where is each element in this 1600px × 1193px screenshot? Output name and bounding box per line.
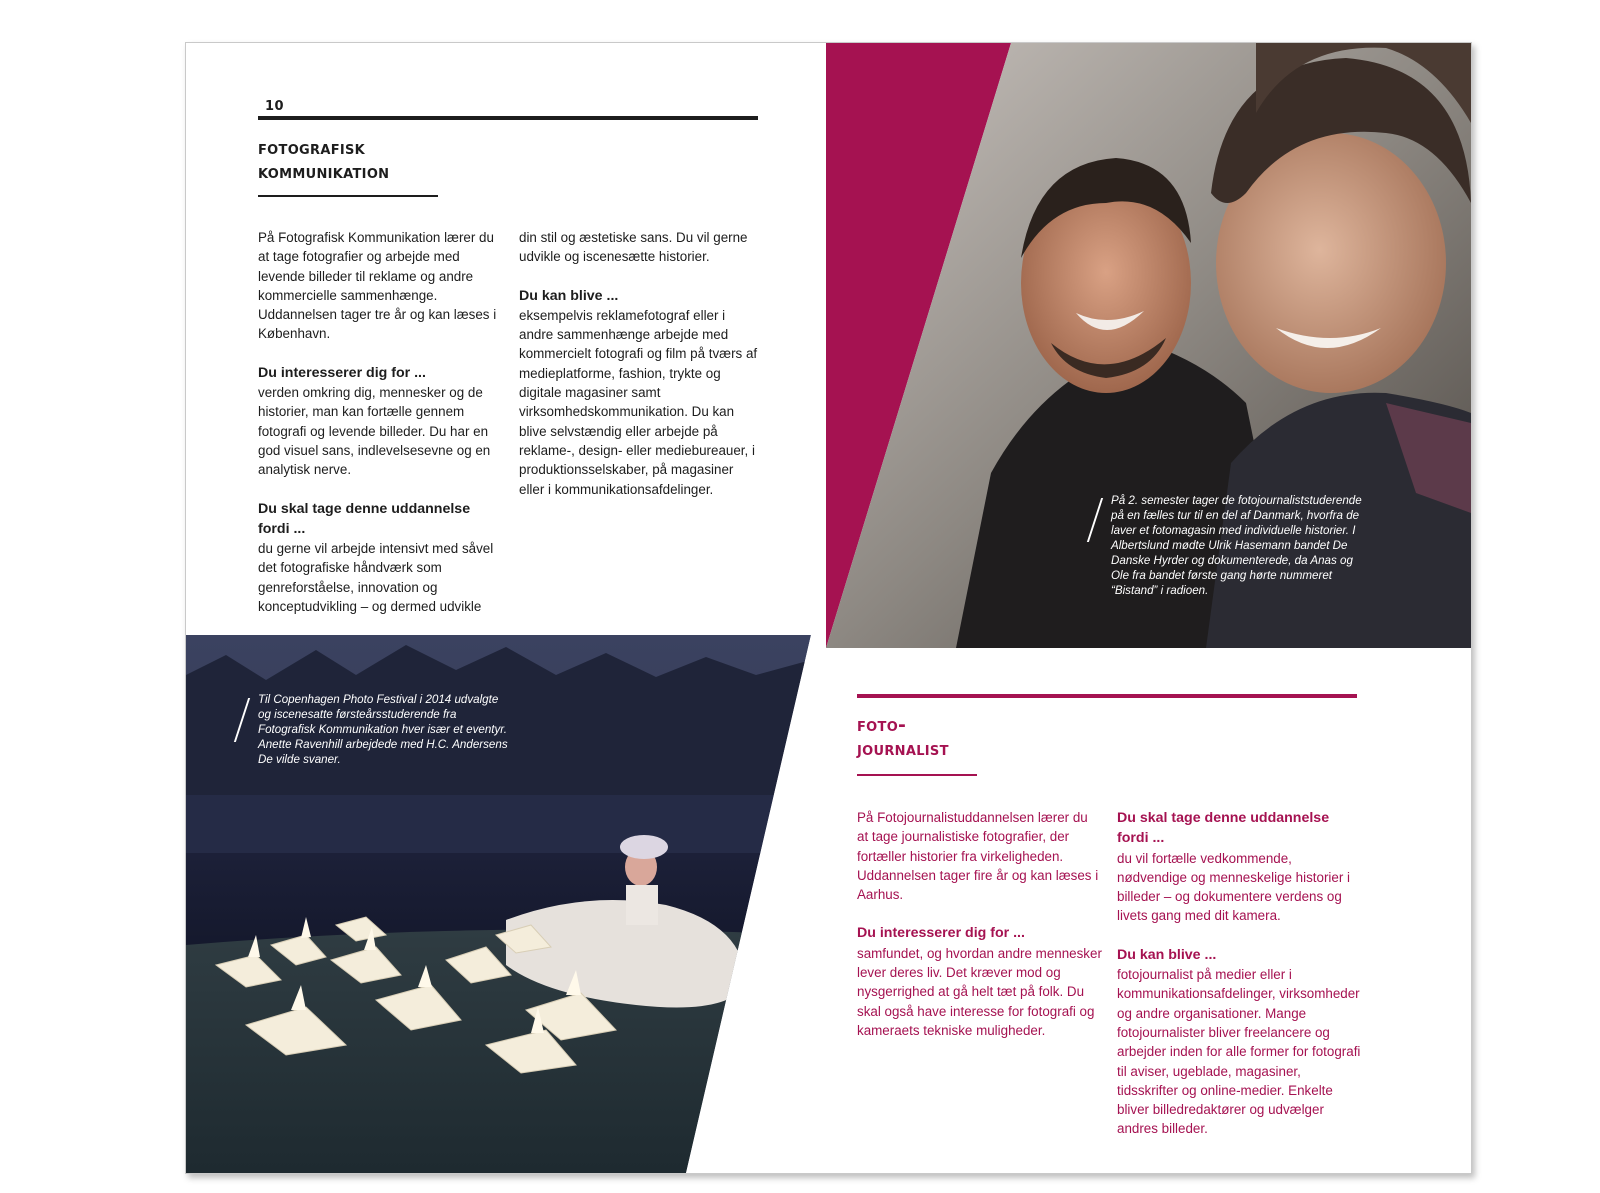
fk-heading-career: Du kan blive ... bbox=[519, 287, 619, 304]
fj-title-line-2: journalist bbox=[857, 738, 949, 760]
fk-column-2 bbox=[519, 228, 759, 518]
fk-why-text: du gerne vil arbejde intensivt med såvel det fotografiske håndværk som genreforståelse, innovation og konceptudvikling – og dermed udvikle bbox=[258, 541, 494, 615]
fj-heading-why: Du skal tage denne uddannelse fordi ... bbox=[1117, 810, 1330, 847]
bottom-photo-caption: Til Copenhagen Photo Festival i 2014 udvalgte og iscenesatte førsteårsstuderende fra Fotografisk Kommunikation hver især et eventyr. Anette Ravenhill arbejdede med H.C. Andersens De vilde svaner. bbox=[258, 693, 508, 766]
top-rule bbox=[258, 116, 758, 120]
brochure-spread bbox=[185, 42, 1472, 1174]
fj-top-rule bbox=[857, 694, 1357, 698]
fj-why-text: du vil fortælle vedkommende, nødvendige og menneskelige historier i billeder – og dokumentere verdens og livets gang med dit kamera. bbox=[1117, 850, 1350, 924]
section-title-fotografisk bbox=[258, 136, 389, 184]
fj-interests-text: samfundet, og hvordan andre mennesker lever deres liv. Det kræver mod og nysgerrighed at gå helt tæt på folk. Du skal også have interesse for fotografi og kameraets tekniske muligheder. bbox=[857, 945, 1102, 1038]
fj-career-text: fotojournalist på medier eller i kommunikationsafdelinger, virksomheder og andre organisationer. Mange fotojournalister bliver freelancere og arbejder inden for alle former for fotografi til aviser, ugeblade, magasiner, tidsskrifter og online-medier. Enkelte bliver billedredaktører og udvælger andres billeder. bbox=[1117, 967, 1361, 1137]
fj-title-line-1: foto- bbox=[857, 714, 907, 736]
top-photo-caption: På 2. semester tager de fotojournaliststuderende på en fælles tur til en del af Danmark, hvorfra de laver et fotomagasin med individuelle historier. I Albertslund mødte Ulrik Hasemann bandet De Danske Hyrder og dokumenterede, da Anas og Ole fra bandet første gang hørte nummeret “Bistand” i radioen. bbox=[1111, 494, 1362, 597]
fj-heading-interests: Du interesserer dig for ... bbox=[857, 925, 1025, 942]
fk-why-continued: din stil og æstetiske sans. Du vil gerne udvikle og iscenesætte historier. bbox=[519, 230, 748, 265]
title-line-2: kommunikation bbox=[258, 161, 390, 183]
fk-heading-interests: Du interesserer dig for ... bbox=[258, 364, 426, 381]
title-line-1: fotografisk bbox=[258, 137, 366, 159]
fk-career-text: eksempelvis reklamefotograf eller i andre sammenhænge arbejde med kommercielt fotografi og film på tværs af medieplatforme, fashion, trykte og digitale magasiner samt virksomhedskommunikation. Du kan blive selvstændig eller arbejde på reklame-, design- eller mediebureauer, i produktionsselskaber, på magasiner eller i kommunikationsafdelinger. bbox=[519, 307, 758, 497]
title-underline bbox=[258, 195, 438, 197]
fk-interests-text: verden omkring dig, mennesker og de historier, man kan fortælle gennem fotografi og levende billeder. Du har en god visuel sans, indlevelsesevne og en analytisk nerve. bbox=[258, 385, 491, 478]
fk-intro: På Fotografisk Kommunikation lærer du at tage fotografier og arbejde med levende billeder til reklame og andre kommercielle sammenhænge. Uddannelsen tager tre år og kan læses i København. bbox=[258, 230, 497, 342]
page-number: 10 bbox=[265, 99, 285, 114]
fj-column-2 bbox=[1117, 808, 1362, 1158]
fk-heading-why: Du skal tage denne uddannelse fordi ... bbox=[258, 500, 471, 537]
fj-heading-career: Du kan blive ... bbox=[1117, 946, 1217, 963]
fj-intro: På Fotojournalistuddannelsen lærer du at tage journalistiske fotografier, der fortæller historier fra virkeligheden. Uddannelsen tager fire år og kan læses i Aarhus. bbox=[857, 810, 1099, 903]
fj-column-1 bbox=[857, 808, 1102, 1059]
section-title-fotojournalist bbox=[857, 713, 949, 761]
fk-column-1 bbox=[258, 228, 503, 635]
fj-title-underline bbox=[857, 774, 977, 776]
